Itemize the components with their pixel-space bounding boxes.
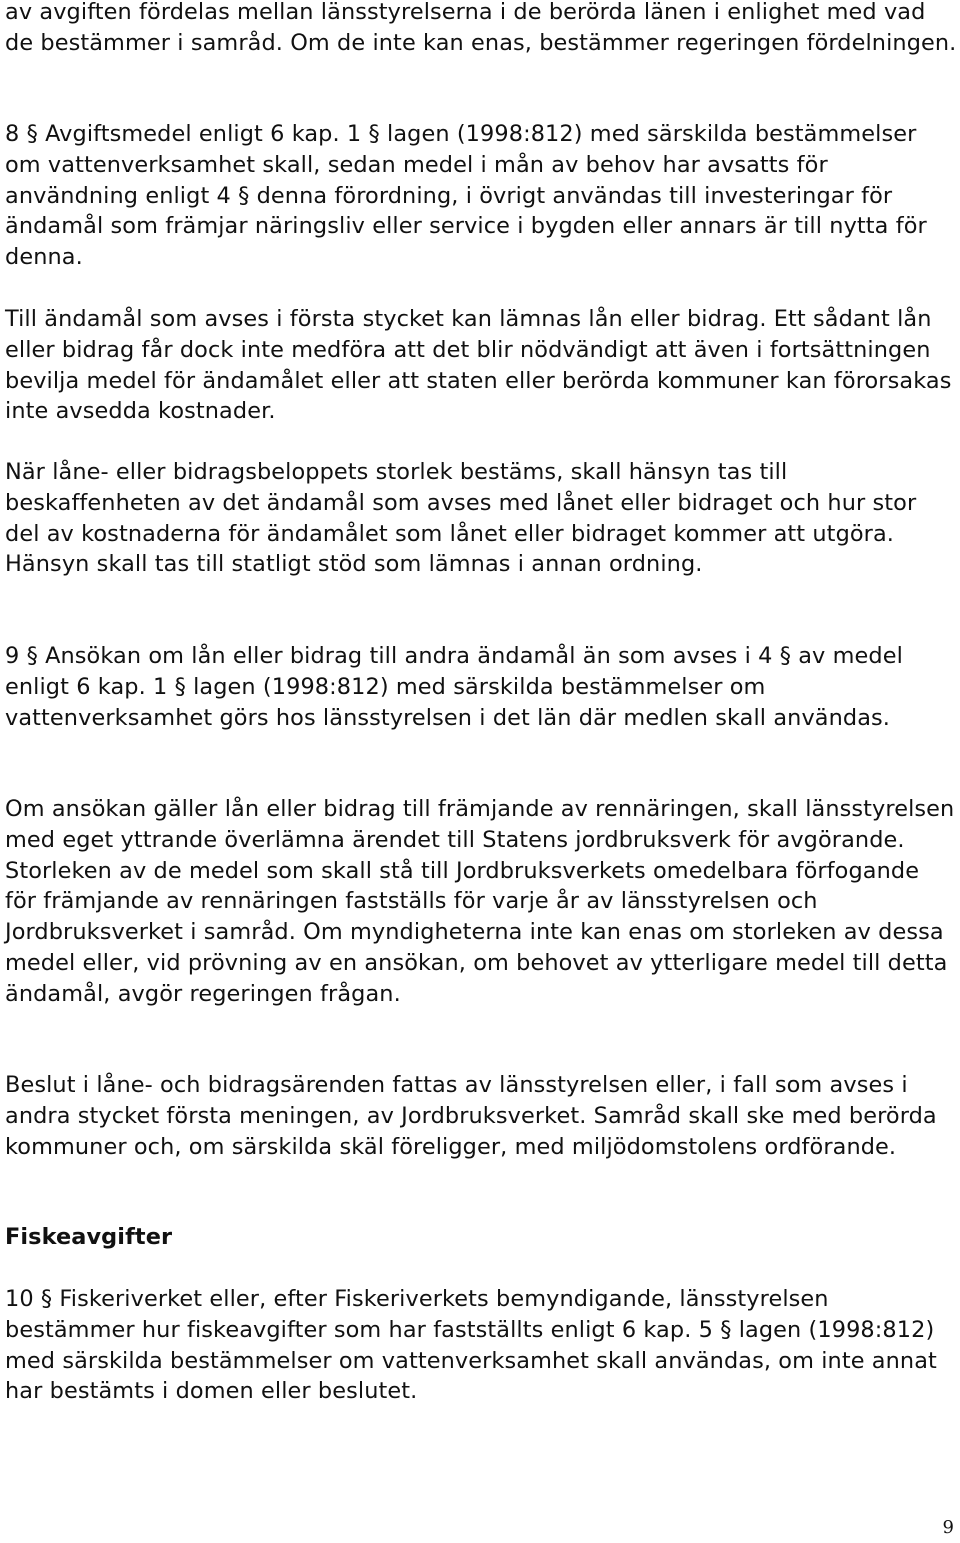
paragraph-section-10: 10 § Fiskeriverket eller, efter Fiskeriverkets bemyndigande, länsstyrelsen bestämmer hur fiskeavgifter som har fastställts enligt 6 kap. 5 § lagen (1998:812) med särskilda bestämmelser om vattenverksamhet skall användas, om inte annat har bestämts i domen eller beslutet. xyxy=(5,1286,937,1405)
paragraph-rennaringen: Om ansökan gäller lån eller bidrag till främjande av rennäringen, skall länsstyrelsen med eget yttrande överlämna ärendet till Statens jordbruksverk för avgörande. Storleken av de medel som skall stå till Jordbruksverkets omedelbara förfogande för främjande av rennäringen fastställs för varje år av länsstyrelsen och Jordbruksverket i samråd. Om myndigheterna inte kan enas om storleken av dessa medel eller, vid prövning av en ansökan, om behovet av ytterligare medel till detta ändamål, avgör regeringen frågan. xyxy=(5,796,955,1007)
paragraph-section-9: 9 § Ansökan om lån eller bidrag till andra ändamål än som avses i 4 § av medel enligt 6 kap. 1 § lagen (1998:812) med särskilda bestämmelser om vattenverksamhet görs hos länsstyrelsen i det län där medlen skall användas. xyxy=(5,643,903,731)
section-heading: Fiskeavgifter xyxy=(5,1224,173,1250)
paragraph-lan-eller-bidrag: Till ändamål som avses i första stycket kan lämnas lån eller bidrag. Ett sådant lån eller bidrag får dock inte medföra att det blir nödvändigt att även i fortsättningen bevilja medel för ändamålet eller att staten eller berörda kommuner kan förorsakas inte avsedda kostnader. xyxy=(5,306,952,425)
paragraph-belopp-storlek: När låne- eller bidragsbeloppets storlek bestäms, skall hänsyn tas till beskaffenheten av det ändamål som avses med lånet eller bidraget och hur stor del av kostnaderna för ändamålet som lånet eller bidraget kommer att utgöra. Hänsyn skall tas till statligt stöd som lämnas i annan ordning. xyxy=(5,459,917,578)
paragraph-section-8: 8 § Avgiftsmedel enligt 6 kap. 1 § lagen (1998:812) med särskilda bestämmelser om vattenverksamhet skall, sedan medel i mån av behov har avsatts för användning enligt 4 § denna förordning, i övrigt användas till investeringar för ändamål som främjar näringsliv eller service i bygden eller annars är till nytta för denna. xyxy=(5,121,927,271)
page-number: 9 xyxy=(942,1517,954,1538)
paragraph-beslut: Beslut i låne- och bidragsärenden fattas av länsstyrelsen eller, i fall som avses i andra stycket första meningen, av Jordbruksverket. Samråd skall ske med berörda kommuner och, om särskilda skäl föreligger, med miljödomstolens ordförande. xyxy=(5,1072,937,1160)
paragraph-avgift-fordelning: av avgiften fördelas mellan länsstyrelserna i de berörda länen i enlighet med vad de bestämmer i samråd. Om de inte kan enas, bestämmer regeringen fördelningen. xyxy=(5,0,957,56)
